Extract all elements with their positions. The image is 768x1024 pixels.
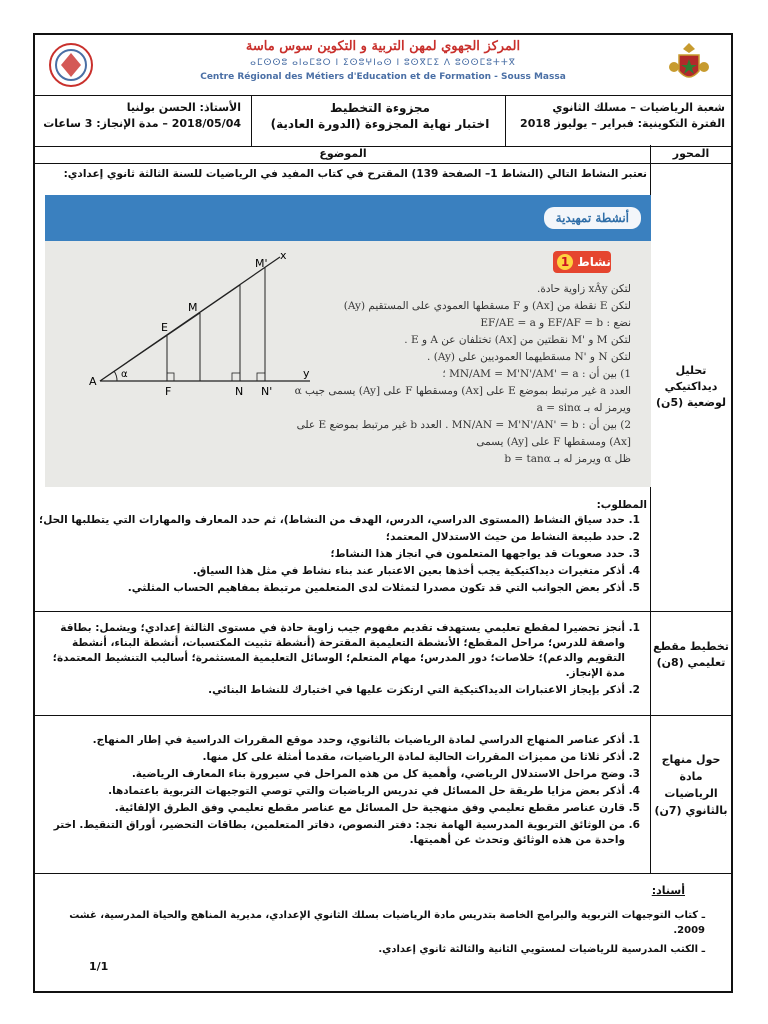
banner-title: أنشطة تمهيدية xyxy=(544,207,641,229)
label-M-prime: M' xyxy=(255,257,268,270)
references-block xyxy=(45,883,705,957)
divider xyxy=(505,96,506,146)
track-info: شعبة الرياضيات – مسلك الثانوي الفترة التكوينية: فبراير – يوليوز 2018 xyxy=(520,101,725,130)
geometry-figure xyxy=(85,253,315,403)
activity-intro: نعتبر النشاط التالي (النشاط 1– الصفحة 139) المقترح في كتاب المفيد في الرياضيات للسنة الثالثة ثانوي إعدادي: xyxy=(63,168,647,180)
axis-lesson-planning: تخطيط مقطع تعليمي (8ن) xyxy=(650,611,731,715)
reference-item: ـ الكتب المدرسية للرياضيات لمستويي الثانية والثالثة ثانوي إعدادي. xyxy=(378,944,705,955)
moroccan-coat-of-arms-icon xyxy=(665,39,713,87)
institution-name-french: Centre Régional des Métiers d'Education et de Formation - Souss Massa xyxy=(200,72,566,82)
exam-info-bar xyxy=(35,95,731,147)
list-item: 4. أذكر متغيرات ديداكتيكية يجب أخذها بعين الاعتبار عند بناء نشاط في مثل هذا السياق. xyxy=(39,564,625,579)
exam-table xyxy=(35,145,731,993)
row-divider xyxy=(35,715,731,716)
reference-item: ـ كتاب التوجيهات التربوية والبرامج الخاصة بتدريس مادة الرياضيات بسلك الثانوي الإعدادي، مديرية المناهج والحياة المدرسية، غشت 2009. xyxy=(69,910,705,936)
curriculum-list xyxy=(39,733,647,848)
list-item: 5. قارن عناصر مقطع تعليمي وفق منهجية حل المسائل مع عناصر مقطع تعليمي وفق الطرق الإلقائية. xyxy=(39,801,625,816)
label-alpha: α xyxy=(121,369,128,380)
activity-text: لتكن xÂy زاوية حادة. لتكن E نقطة من [Ax) و F مسقطها العمودي على المستقيم (Ay) نضع : EF/AF = b و EF/AE = a لتكن M و 'M نقطتين من [Ax) تختلفان عن A و E . لتكن N و 'N مسقطيهما العموديين على (Ay) . 1) بين أن : MN/AM = M'N'/AM' = a ؛ العدد a غير مرتبط بموضع E على [Ax) ومسقطها F على [Ay) يسمى جيب α ويرمز له بـ a = sinα 2) بين أن : MN/AN = M'N'/AN' = b . العدد b غير مرتبط بموضع E على [Ax) ومسقطها F على [Ay) يسمى ظل α ويرمز له بـ b = tanα xyxy=(294,283,631,465)
planning-block xyxy=(39,621,647,700)
label-y: y xyxy=(303,367,310,380)
row-divider xyxy=(35,873,731,874)
institution-name-tifinagh: ⴰⵎⵙⵙⵓ ⴰⵏⴰⵎⵓⵔ ⵏ ⵉⵙⵓⵖⵏⴰⵙ ⵏ ⵓⵙⴳⵎⵉ ⴷ ⵓⵙⵙⵎⵓⵜⵜⴳ xyxy=(250,58,516,68)
label-N: N xyxy=(235,385,244,398)
activity-badge: نشاط 1 xyxy=(553,251,611,273)
list-item: 4. أذكر بعض مزايا طريقة حل المسائل في تدريس الرياضيات والتي توصي التوجيهات التربوية باعتمادها. xyxy=(39,784,625,799)
list-item: 2. أذكر بإيجاز الاعتبارات الديداكتيكية التي ارتكزت عليها في اختيارك للنشاط البنائي. xyxy=(39,683,625,698)
requirements-list xyxy=(39,513,647,596)
divider xyxy=(251,96,252,146)
label-A: A xyxy=(89,375,97,388)
list-item: 2. أذكر ثلاثا من مميزات المقررات الحالية لمادة الرياضيات، مقدما أمثلة على كل منها. xyxy=(39,750,625,765)
curriculum-block xyxy=(39,733,647,850)
institution-header xyxy=(35,35,731,93)
textbook-activity-photo xyxy=(45,195,651,487)
list-item: 3. وضح مراحل الاستدلال الرياضي، وأهمية كل من هذه المراحل في سيرورة بناء المعارف الرياضية. xyxy=(39,767,625,782)
list-item: 1. أنجز تحضيرا لمقطع تعليمي يستهدف تقديم مفهوم جيب زاوية حادة في مستوى الثالثة إعدادي؛ ويشمل: بطاقة واصفة للدرس؛ مراحل المقطع؛ الأنشطة التعليمية المقترحة (أنشطة تثبيت المكتسبات، أنشطة البناء، أنشطة التقويم والدعم)؛ خلاصات؛ دور المدرس؛ مهام المتعلم؛ الوسائل التعليمية المستثمرة؛ أساليب التنشيط المعتمدة؛ مدة الإنجاز. xyxy=(39,621,625,681)
module-info: مجزوءة التخطيط اختبار نهاية المجزوءة (الدورة العادية) xyxy=(270,101,490,131)
list-item: 3. حدد صعوبات قد يواجهها المتعلمون في انجاز هذا النشاط؛ xyxy=(39,547,625,562)
label-M: M xyxy=(188,301,198,314)
page-number: 1/1 xyxy=(89,960,109,973)
requirements-title: المطلوب: xyxy=(596,499,647,511)
exam-frame xyxy=(33,33,733,993)
requirements-block xyxy=(39,498,647,598)
list-item: 1. حدد سياق النشاط (المستوى الدراسي، الدرس، الهدف من النشاط)، ثم حدد المعارف والمهارات التي يتطلبها الحل؛ xyxy=(39,513,625,528)
label-E: E xyxy=(161,321,168,334)
references-title: أسناد: xyxy=(651,884,685,897)
label-F: F xyxy=(165,385,172,398)
axis-didactic-analysis: تحليل ديداكتيكي لوضعية (5ن) xyxy=(650,163,731,611)
list-item: 1. أذكر عناصر المنهاج الدراسي لمادة الرياضيات بالثانوي، وحدد موقع المقررات الدراسية في إطار المنهاج. xyxy=(39,733,625,748)
textbook-banner xyxy=(45,195,651,241)
axis-curriculum: حول منهاج مادة الرياضيات بالثانوي (7ن) xyxy=(650,715,731,873)
label-N-prime: N' xyxy=(261,385,273,398)
axis-column-header: المحور xyxy=(650,145,731,164)
list-item: 2. حدد طبيعة النشاط من حيث الاستدلال المعتمد؛ xyxy=(39,530,625,545)
institution-name-arabic: المركز الجهوي لمهن التربية و التكوين سوس ماسة xyxy=(245,39,521,54)
list-item: 5. أذكر بعض الجوانب التي قد تكون مصدرا لتمثلات لدى المتعلمين مرتبطة بمفاهيم الحساب المثلثي. xyxy=(39,581,625,596)
label-x: x xyxy=(280,253,287,262)
crfmef-logo-icon xyxy=(47,41,95,89)
list-item: 6. من الوثائق التربوية المدرسية الهامة نجد: دفتر النصوص، دفاتر المتعلمين، بطاقات التحضير، أوراق التنقيط. اختر واحدة من هذه الوثائق وتحدث عن أهميتها. xyxy=(39,818,625,848)
subject-column-header: الموضوع xyxy=(35,145,651,164)
planning-list xyxy=(39,621,647,698)
teacher-info: الأستاذ: الحسن بولنيا 2018/05/04 – مدة الإنجاز: 3 ساعات xyxy=(43,101,241,130)
row-divider xyxy=(35,611,731,612)
